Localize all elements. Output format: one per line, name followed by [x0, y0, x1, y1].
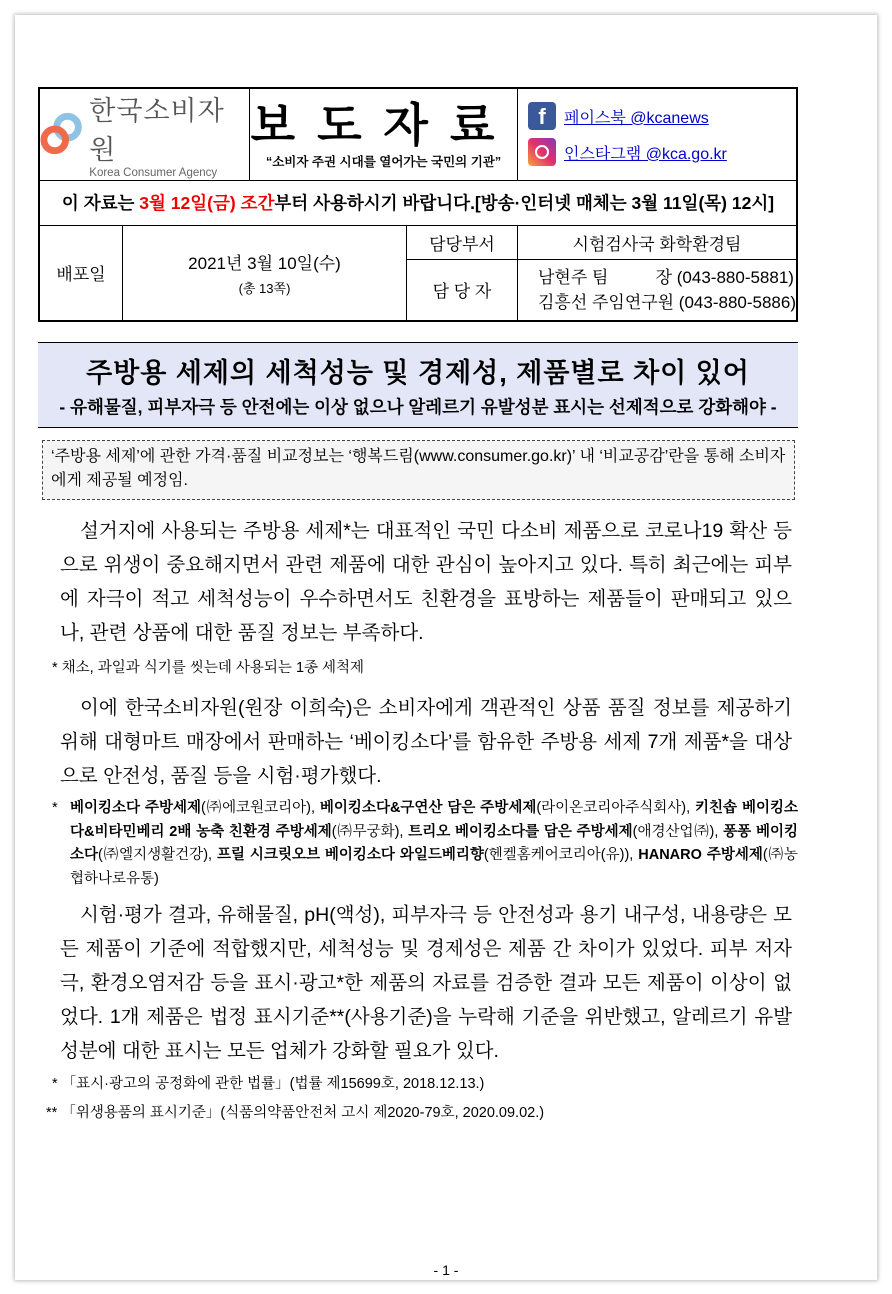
- paragraph-3: 시험·평가 결과, 유해물질, pH(액성), 피부자극 등 안전성과 용기 내구성, 내용량은 모든 제품이 기준에 적합했지만, 세척성능 및 경제성은 제품 간 차이가 있었다. 피부 저자극, 환경오염저감 등을 표시·광고*한 제품의 자료를 검증한 결과 모든 제품이 이상이 없었다. 1개 제품은 법정 표시기준**(사용기준)을 누락해 기준을 위반했고, 알레르기 유발성분에 대한 표시는 모든 업체가 강화할 필요가 있다.: [60, 904, 792, 1062]
- footnote-1: * 채소, 과일과 식기를 씻는데 사용되는 1종 세척제: [52, 660, 365, 676]
- sns-cell: [517, 88, 797, 180]
- product-maker: (㈜농협하나로유통): [70, 847, 798, 887]
- product-maker: (애경산업㈜),: [632, 823, 724, 840]
- contact-label: 담 당 자: [406, 259, 517, 321]
- paragraph-1: 설거지에 사용되는 주방용 세제*는 대표적인 국민 다소비 제품으로 코로나19 확산 등으로 위생이 중요해지면서 관련 제품에 대한 관심이 높아지고 있다. 특히 최근에는 피부에 자극이 적고 세척성능이 우수하면서도 친환경을 표방하는 제품들이 판매되고 있으나, 관련 상품에 대한 품질 정보는 부족하다.: [60, 520, 792, 644]
- release-date: 2021년 3월 10일(수): [188, 253, 341, 273]
- kca-logo-icon: [40, 112, 83, 156]
- release-label: 배포일: [39, 225, 123, 321]
- product-name: 트리오 베이킹소다를 담은 주방세제: [408, 823, 633, 840]
- product-name: HANARO 주방세제: [638, 847, 763, 863]
- facebook-icon: f: [528, 102, 556, 130]
- release-date-cell: [123, 225, 407, 321]
- contact-2: 김흥선 주임연구원 (043-880-5886): [537, 292, 796, 312]
- instagram-link[interactable]: 인스타그램 @kca.go.kr: [563, 145, 727, 163]
- info-box: ‘주방용 세제’에 관한 가격·품질 비교정보는 ‘행복드림(www.consumer.go.kr)’ 내 ‘비교공감’란을 통해 소비자에게 제공될 예정임.: [42, 440, 795, 500]
- paragraph-2: 이에 한국소비자원(원장 이희숙)은 소비자에게 객관적인 상품 품질 정보를 제공하기 위해 대형마트 매장에서 판매하는 ‘베이킹소다’를 함유한 주방용 세제 7개 제품*을 대상으로 안전성, 품질 등을 시험·평가했다.: [60, 697, 792, 787]
- product-name: 프릴 시크릿오브 베이킹소다 와일드베리향: [216, 847, 484, 863]
- product-maker: (㈜에코원코리아),: [200, 800, 320, 816]
- product-maker: (㈜무궁화),: [331, 823, 409, 840]
- motto: “소비자 주권 시대를 열어가는 국민의 기관”: [265, 155, 502, 170]
- product-name: 퐁퐁 베이킹소다: [70, 823, 798, 863]
- notice-text: 이 자료는: [61, 193, 140, 213]
- product-maker: (㈜엘지생활건강),: [98, 847, 217, 863]
- headline-subtitle: - 유해물질, 피부자극 등 안전에는 이상 없으나 알레르기 유발성분 표시는 선제적으로 강화해야 -: [59, 397, 777, 417]
- product-name: 베이킹소다&구연산 담은 주방세제: [319, 800, 537, 816]
- page-count: (총 13쪽): [238, 280, 291, 296]
- product-name: 베이킹소다 주방세제: [70, 800, 201, 816]
- title-cell: [250, 88, 518, 180]
- embargo-notice: [39, 180, 797, 225]
- dept-label: 담당부서: [406, 225, 517, 259]
- dept-value: 시험검사국 화학환경팀: [517, 225, 797, 259]
- embargo-date: 3월 12일(금) 조간: [139, 193, 275, 213]
- press-release-header: [38, 87, 798, 322]
- document-title: 보도자료: [250, 99, 517, 152]
- contacts: [517, 259, 797, 321]
- page-number: - 1 -: [433, 1262, 459, 1278]
- footnote-star: *: [52, 800, 58, 816]
- footnote-products: [70, 797, 798, 891]
- notice-text-rest: 부터 사용하시기 바랍니다.[방송·인터넷 매체는 3월 11일(목) 12시]: [274, 193, 775, 213]
- product-maker: (헨켈홈케어코리아(유)),: [483, 847, 639, 863]
- logo-korean: 한국소비자원: [89, 96, 225, 166]
- product-maker: (라이온코리아주식회사),: [536, 800, 696, 816]
- instagram-icon: [528, 138, 556, 166]
- contact-1: 남현주 팀 장 (043-880-5881): [537, 267, 794, 287]
- footnote-3: * 「표시·광고의 공정화에 관한 법률」(법률 제15699호, 2018.12.13.): [52, 1076, 485, 1092]
- facebook-link[interactable]: 페이스북 @kcanews: [563, 109, 709, 127]
- headline-banner: [38, 342, 798, 428]
- logo-cell: [39, 88, 250, 180]
- headline-title: 주방용 세제의 세척성능 및 경제성, 제품별로 차이 있어: [86, 358, 750, 388]
- footnote-4: ** 「위생용품의 표시기준」(식품의약품안전처 고시 제2020-79호, 2020.09.02.): [46, 1105, 545, 1121]
- logo-english: Korea Consumer Agency: [89, 167, 218, 180]
- product-name: 키친솝 베이킹소다&비타민베리 2배 농축 친환경 주방세제: [70, 800, 798, 840]
